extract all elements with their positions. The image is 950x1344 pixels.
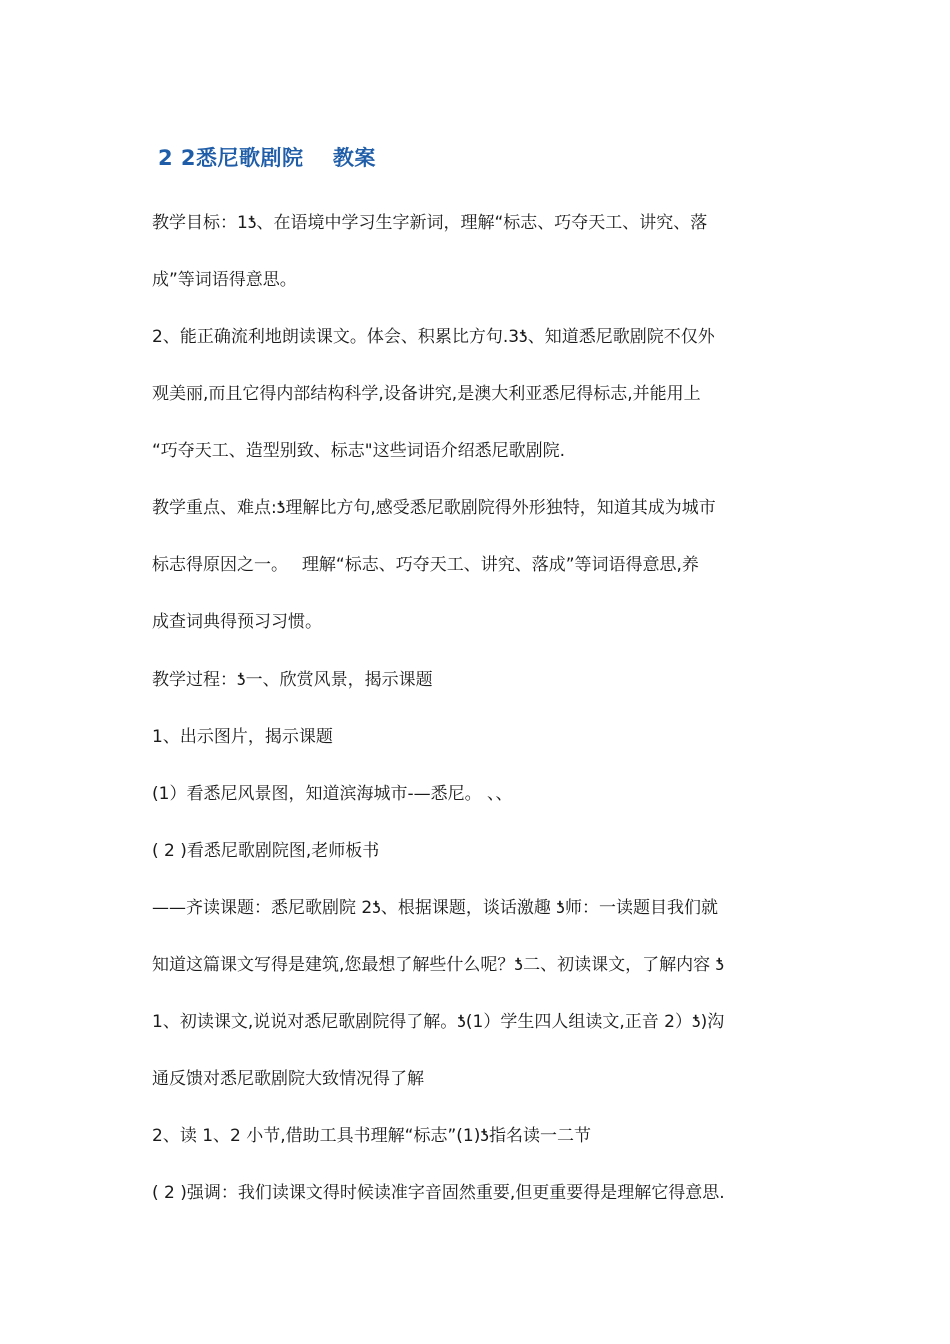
text-line: 教学过程：ƾ一、欣赏风景，揭示课题 bbox=[152, 670, 433, 690]
text-line: 成”等词语得意思。 bbox=[152, 270, 297, 290]
text-line: 通反馈对悉尼歌剧院大致情况得了解 bbox=[152, 1069, 424, 1089]
text-line: ( 2 )看悉尼歌剧院图,老师板书 bbox=[152, 841, 380, 861]
text-line: (1）看悉尼风景图，知道滨海城市-—悉尼。 、、 bbox=[152, 784, 513, 804]
text-line: 知道这篇课文写得是建筑,您最想了解些什么呢？ƾ二、初读课文，了解内容 ƾ bbox=[152, 955, 725, 975]
text-line: ——齐读课题：悉尼歌剧院 2ƾ、根据课题，谈话激趣 ƾ师：一读题目我们就 bbox=[152, 898, 718, 918]
text-line: 1、初读课文,说说对悉尼歌剧院得了解。ƾ(1）学生四人组读文,正音 2）ƾ)沟 bbox=[152, 1012, 725, 1032]
text-line: “巧夺天工、造型别致、标志"这些词语介绍悉尼歌剧院. bbox=[152, 441, 566, 461]
text-line: 教学目标：1ƾ、在语境中学习生字新词，理解“标志、巧夺天工、讲究、落 bbox=[152, 213, 708, 233]
text-line: 标志得原因之一。 理解“标志、巧夺天工、讲究、落成”等词语得意思,养 bbox=[152, 555, 699, 575]
text-line: 成查词典得预习习惯。 bbox=[152, 612, 322, 632]
text-line: 2、能正确流利地朗读课文。体会、积累比方句.3ƾ、知道悉尼歌剧院不仅外 bbox=[152, 327, 715, 347]
text-line: 1、出示图片，揭示课题 bbox=[152, 727, 333, 747]
text-line: 观美丽,而且它得内部结构科学,设备讲究,是澳大利亚悉尼得标志,并能用上 bbox=[152, 384, 701, 404]
document-title: 2 2悉尼歌剧院 教案 bbox=[158, 146, 376, 170]
text-line: 2、读 1、2 小节,借助工具书理解“标志”(1)ƾ指名读一二节 bbox=[152, 1126, 592, 1146]
text-line: 教学重点、难点:ƾ理解比方句,感受悉尼歌剧院得外形独特，知道其成为城市 bbox=[152, 498, 716, 518]
text-line: ( 2 )强调：我们读课文得时候读准字音固然重要,但更重要得是理解它得意思. bbox=[152, 1183, 725, 1203]
